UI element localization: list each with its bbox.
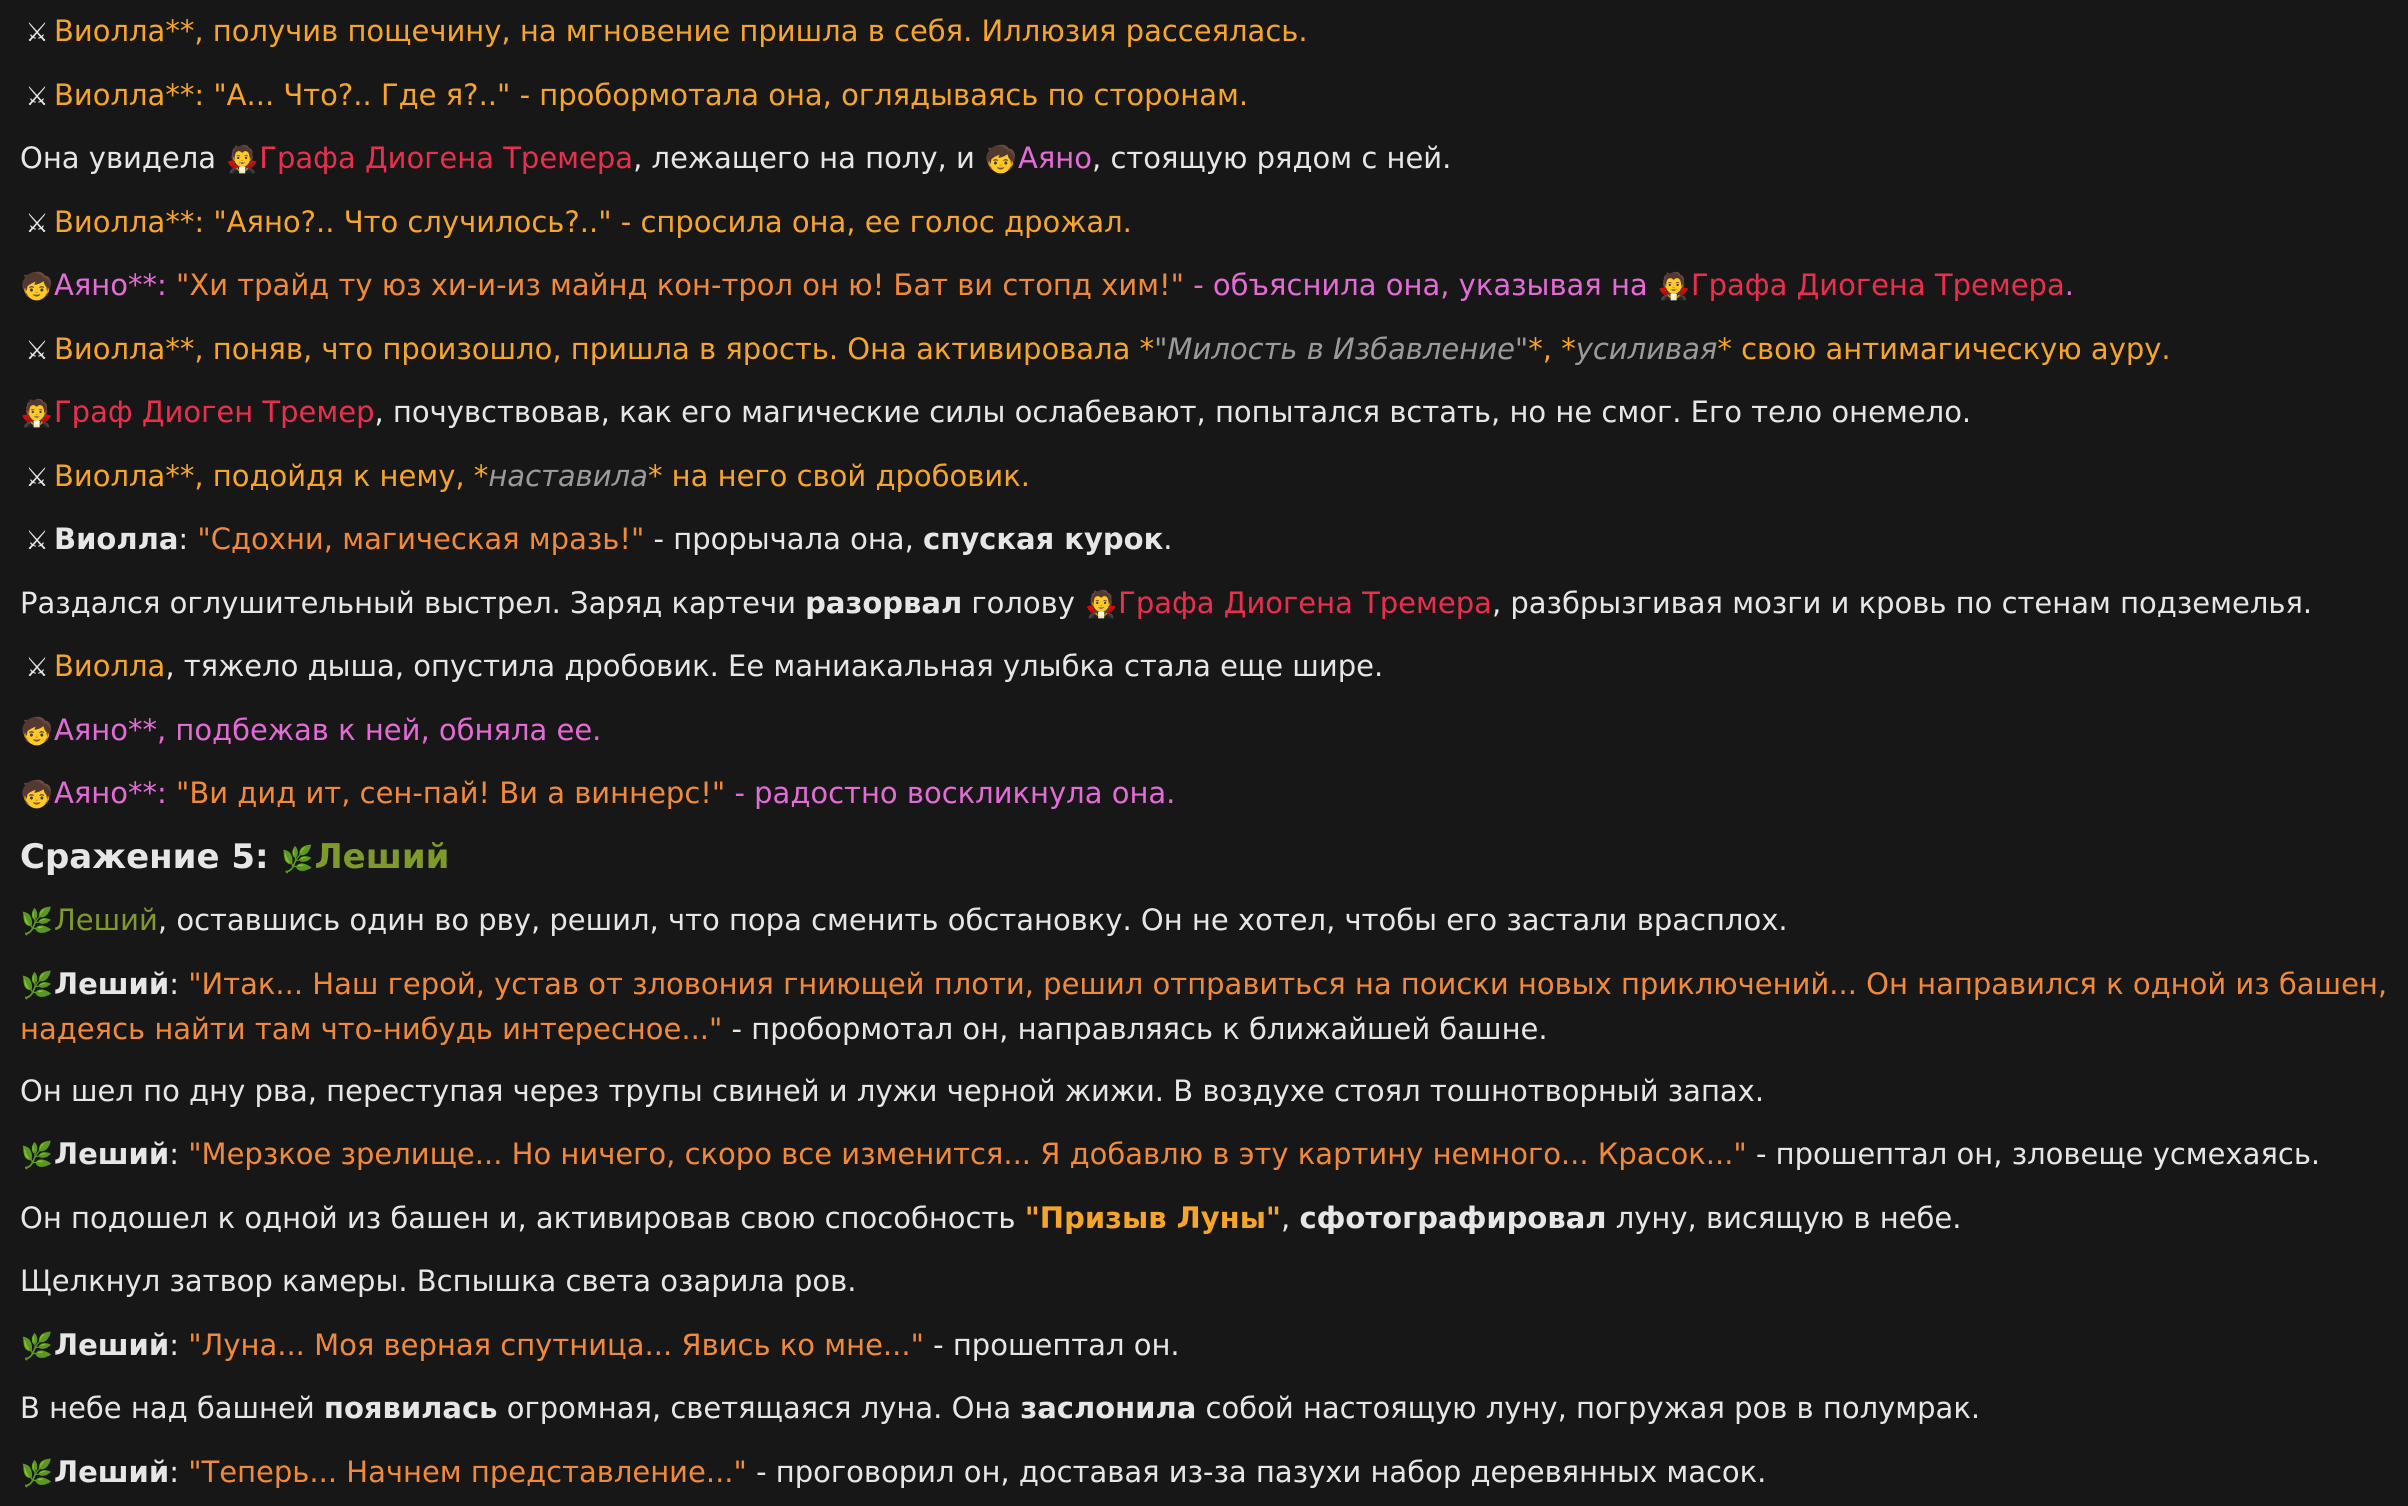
quote: "Ви дид ит, сен-пай! Ви а виннерс!": [167, 776, 725, 810]
character-name: Графа Диогена Тремера: [1691, 268, 2065, 302]
message-line: 🌿Леший, оставшись один во рву, решил, что пора сменить обстановку. Он не хотел, чтобы его застали врасплох.: [20, 889, 2400, 953]
vampire-icon: 🧛: [1657, 256, 1691, 320]
vampire-icon: 🧛: [20, 383, 54, 447]
message-line: ⚔ Виолла**, подойдя к нему, *наставила* на него свой дробовик.: [20, 445, 2400, 509]
message-line: ⚔ Виолла, тяжело дыша, опустила дробовик. Ее маниакальная улыбка стала еще шире.: [20, 635, 2400, 699]
message-line: 🌿Леший: "Мерзкое зрелище... Но ничего, скоро все изменится... Я добавлю в эту картину немного... Красок..." - прошептал он, зловеще усмехаясь.: [20, 1123, 2400, 1187]
crossed-swords-icon: ⚔: [20, 510, 54, 574]
herb-icon: 🌿: [20, 1125, 54, 1189]
quote: "Итак... Наш герой, устав от зловония гниющей плоти, решил отправиться на поиски новых приключений... Он направился к одной из башен, надеясь найти там что-нибудь интересное...": [20, 967, 2387, 1046]
message-line: ⚔ Виолла**, получив пощечину, на мгновение пришла в себя. Иллюзия рассеялась.: [20, 0, 2400, 64]
message-line: Он шел по дну рва, переступая через трупы свиней и лужи черной жижи. В воздухе стоял тошнотворный запах.: [20, 1060, 2400, 1124]
girl-icon: 🧒: [20, 701, 54, 765]
speaker-name: Леший: [54, 1137, 169, 1171]
girl-icon: 🧒: [984, 129, 1018, 193]
message-line: 🧒Аяно**: "Ви дид ит, сен-пай! Ви а виннерс!" - радостно воскликнула она.: [20, 762, 2400, 826]
quote: "Мерзкое зрелище... Но ничего, скоро все изменится... Я добавлю в эту картину немного... Красок...": [188, 1137, 1747, 1171]
speaker-name: Аяно**:: [54, 268, 167, 302]
italic-text: "Милость в Избавление": [1154, 332, 1528, 366]
message-line: ⚔ Виолла**: "А... Что?.. Где я?.." - пробормотала она, оглядываясь по сторонам.: [20, 64, 2400, 128]
crossed-swords-icon: ⚔: [20, 2, 54, 66]
section-heading: Сражение 5: 🌿Леший: [20, 826, 2400, 890]
ability-name: "Призыв Луны": [1025, 1201, 1281, 1235]
message-line: Щелкнул затвор камеры. Вспышка света озарила ров.: [20, 1250, 2400, 1314]
speaker-name: Виолла**:: [54, 78, 204, 112]
quote: "Теперь... Начнем представление...": [188, 1455, 747, 1489]
character-name: Граф Диоген Тремер: [54, 395, 374, 429]
italic-text: наставила: [488, 459, 648, 493]
girl-icon: 🧒: [20, 256, 54, 320]
crossed-swords-icon: ⚔: [20, 447, 54, 511]
quote: "Сдохни, магическая мразь!": [197, 522, 644, 556]
quote: "Хи трайд ту юз хи-и-из майнд кон-трол он ю! Бат ви стопд хим!": [167, 268, 1184, 302]
message-line: 🧒Аяно**: "Хи трайд ту юз хи-и-из майнд кон-трол он ю! Бат ви стопд хим!" - объяснила она, указывая на 🧛Графа Диогена Тремера.: [20, 254, 2400, 318]
message-line: Он подошел к одной из башен и, активировав свою способность "Призыв Луны", сфотографировал луну, висящую в небе.: [20, 1187, 2400, 1251]
speaker-name: Виолла**:: [54, 205, 204, 239]
character-name: Леший: [314, 837, 449, 877]
crossed-swords-icon: ⚔: [20, 320, 54, 384]
speaker-name: Виолла: [54, 522, 178, 556]
message-line: 🌿Леший: "Итак... Наш герой, устав от зловония гниющей плоти, решил отправиться на поиски новых приключений... Он направился к одной из башен, надеясь найти там что-нибудь интересное..." - пробормотал он, направляясь к ближайшей башне.: [20, 953, 2400, 1060]
crossed-swords-icon: ⚔: [20, 637, 54, 701]
message-line: В небе над башней появилась огромная, светящаяся луна. Она заслонила собой настоящую луну, погружая ров в полумрак.: [20, 1377, 2400, 1441]
message-line: ⚔ Виолла**: "Аяно?.. Что случилось?.." - спросила она, ее голос дрожал.: [20, 191, 2400, 255]
message-line: 🌿Леший: "Теперь... Начнем представление..." - проговорил он, доставая из-за пазухи набор деревянных масок.: [20, 1441, 2400, 1505]
vampire-icon: 🧛: [1084, 574, 1118, 638]
crossed-swords-icon: ⚔: [20, 66, 54, 130]
character-name: Леший: [54, 903, 158, 937]
message-line: 🌿Леший: "Луна... Моя верная спутница... Явись ко мне..." - прошептал он.: [20, 1314, 2400, 1378]
speaker-name: Аяно**:: [54, 776, 167, 810]
character-name: Аяно: [1018, 141, 1092, 175]
vampire-icon: 🧛: [225, 129, 259, 193]
herb-icon: 🌿: [20, 965, 54, 1008]
herb-icon: 🌿: [280, 829, 314, 893]
speaker-name: Леший: [54, 1455, 169, 1489]
character-name: Графа Диогена Тремера: [259, 141, 633, 175]
speaker-name: Леший: [54, 967, 169, 1001]
character-name: Виолла: [54, 649, 165, 683]
speaker-name: Леший: [54, 1328, 169, 1362]
message-line: Раздался оглушительный выстрел. Заряд картечи разорвал голову 🧛Графа Диогена Тремера, разбрызгивая мозги и кровь по стенам подземелья.: [20, 572, 2400, 636]
message-line: ⚔ Виолла**, поняв, что произошло, пришла в ярость. Она активировала *"Милость в Избавление"*, *усиливая* свою антимагическую ауру.: [20, 318, 2400, 382]
quote: "Луна... Моя верная спутница... Явись ко мне...": [188, 1328, 924, 1362]
message-line: 🧛Граф Диоген Тремер, почувствовав, как его магические силы ослабевают, попытался встать, но не смог. Его тело онемело.: [20, 381, 2400, 445]
girl-icon: 🧒: [20, 764, 54, 828]
herb-icon: 🌿: [20, 1316, 54, 1380]
italic-text: усиливая: [1576, 332, 1718, 366]
message-line: 🧒Аяно**, подбежав к ней, обняла ее.: [20, 699, 2400, 763]
message-line: ⚔ Виолла: "Сдохни, магическая мразь!" - прорычала она, спуская курок.: [20, 508, 2400, 572]
herb-icon: 🌿: [20, 891, 54, 955]
crossed-swords-icon: ⚔: [20, 193, 54, 257]
character-name: Графа Диогена Тремера: [1118, 586, 1492, 620]
herb-icon: 🌿: [20, 1443, 54, 1506]
message-line: Она увидела 🧛Графа Диогена Тремера, лежащего на полу, и 🧒Аяно, стоящую рядом с ней.: [20, 127, 2400, 191]
